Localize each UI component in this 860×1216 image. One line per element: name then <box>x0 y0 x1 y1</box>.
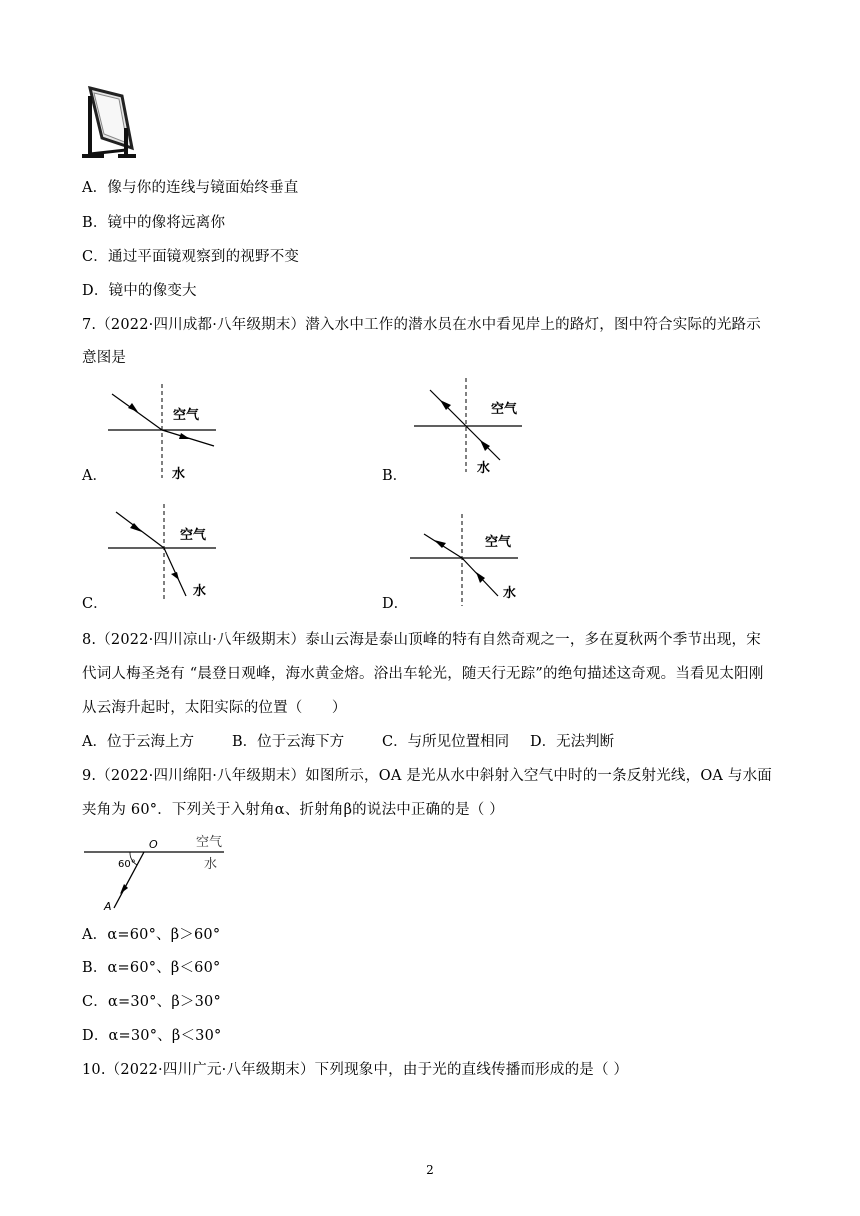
q6-option-b: B．镜中的像将远离你 <box>82 215 226 231</box>
q8-stem-line2: 代词人梅圣尧有 “晨登日观峰，海水黄金熔。浴出车轮光，随天行无踪”的绝句描述这奇观。当看见太阳刚 <box>82 666 764 682</box>
q9-point-a: A <box>104 900 112 913</box>
q9-stem-line1: 9.（2022·四川绵阳·八年级期末）如图所示，OA 是光从水中斜射入空气中时的一条反射光线，OA 与水面 <box>82 768 772 784</box>
q8-option-a: A．位于云海上方 <box>82 734 194 750</box>
q7-stem-line1: 7.（2022·四川成都·八年级期末）潜入水中工作的潜水员在水中看见岸上的路灯，图中符合实际的光路示 <box>82 317 761 333</box>
q9-point-o: O <box>149 838 158 851</box>
q9-option-c: C．α=30°、β＞30° <box>82 994 221 1010</box>
q7-b-water-label: 水 <box>477 461 491 476</box>
q8-option-b: B．位于云海下方 <box>232 734 345 750</box>
q7-diagram-b <box>414 378 526 474</box>
q7-option-a-label: A． <box>82 468 107 484</box>
q9-air-label: 空气 <box>196 835 223 850</box>
q6-option-c: C．通过平面镜观察到的视野不变 <box>82 249 300 265</box>
q8-option-c: C．与所见位置相同 <box>382 734 510 750</box>
q8-stem-line1: 8.（2022·四川凉山·八年级期末）泰山云海是泰山顶峰的特有自然奇观之一，多在夏秋两个季节出现，宋 <box>82 632 761 648</box>
q7-d-air-label: 空气 <box>485 535 512 550</box>
q10-stem-line1: 10.（2022·四川广元·八年级期末）下列现象中，由于光的直线传播而形成的是（ ） <box>82 1062 629 1078</box>
q7-stem-line2: 意图是 <box>82 350 127 366</box>
q7-d-water-label: 水 <box>503 586 517 601</box>
q8-option-d: D．无法判断 <box>530 734 615 750</box>
q8-stem-line3: 从云海升起时，太阳实际的位置（ ） <box>82 700 347 716</box>
q7-option-c-label: C． <box>82 596 108 612</box>
q6-option-a: A．像与你的连线与镜面始终垂直 <box>82 180 299 196</box>
q7-option-b-label: B． <box>382 468 408 484</box>
q9-angle-label: 60° <box>118 859 136 870</box>
q9-stem-line2: 夹角为 60°．下列关于入射角α、折射角β的说法中正确的是（ ） <box>82 802 504 818</box>
q7-a-air-label: 空气 <box>173 408 200 423</box>
q6-option-d: D．镜中的像变大 <box>82 283 197 299</box>
q9-option-d: D．α=30°、β＜30° <box>82 1028 222 1044</box>
mirror-illustration <box>80 86 142 162</box>
q9-option-b: B．α=60°、β＜60° <box>82 960 221 976</box>
q7-c-air-label: 空气 <box>180 528 207 543</box>
q7-c-water-label: 水 <box>193 584 207 599</box>
q7-b-air-label: 空气 <box>491 402 518 417</box>
q7-option-d-label: D． <box>382 596 409 612</box>
q9-option-a: A．α=60°、β＞60° <box>82 927 221 943</box>
page-number: 2 <box>426 1163 434 1177</box>
q7-diagram-a <box>108 384 220 480</box>
q9-water-label: 水 <box>204 857 218 872</box>
q7-a-water-label: 水 <box>172 467 186 482</box>
